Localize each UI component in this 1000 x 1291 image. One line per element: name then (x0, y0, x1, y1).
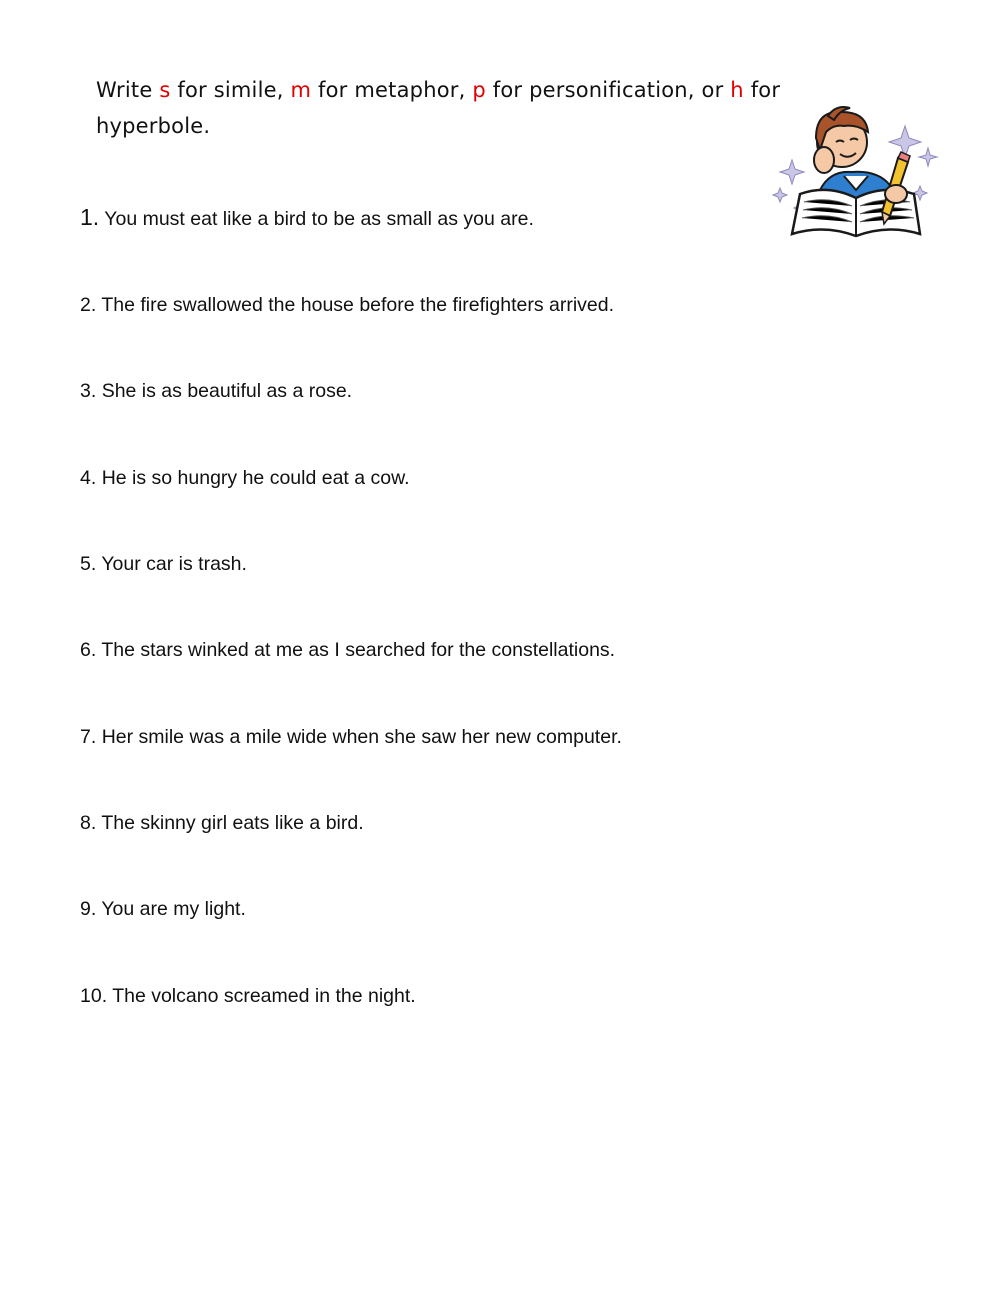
item-number: 1. (80, 204, 100, 230)
instructions-part: for personification, or (485, 78, 731, 102)
list-item (80, 465, 410, 491)
instructions-part: for hyperbole. (96, 78, 781, 138)
item-number: 4. (80, 467, 97, 489)
list-item (80, 378, 352, 404)
item-text: You are my light. (101, 898, 246, 920)
item-text: The skinny girl eats like a bird. (101, 812, 364, 834)
instructions-part: Write (96, 78, 160, 102)
instructions-part: for metaphor, (311, 78, 473, 102)
list-item (80, 292, 614, 318)
key-metaphor: m (290, 78, 312, 102)
list-item (80, 724, 622, 750)
item-text: The stars winked at me as I searched for the constellations. (101, 639, 616, 661)
list-item (80, 637, 615, 663)
item-number: 2. (80, 294, 97, 316)
student-writing-illustration (770, 98, 940, 244)
item-number: 5. (80, 553, 97, 575)
item-text: Her smile was a mile wide when she saw her new computer. (101, 726, 622, 748)
item-text: Your car is trash. (101, 553, 247, 575)
list-item (80, 810, 364, 836)
list-item (80, 983, 416, 1009)
instructions-text (96, 72, 806, 144)
item-text: The fire swallowed the house before the firefighters arrived. (101, 294, 615, 316)
item-number: 9. (80, 898, 97, 920)
item-text: You must eat like a bird to be as small as you are. (104, 208, 534, 230)
key-hyperbole: h (730, 78, 744, 102)
item-number: 6. (80, 639, 97, 661)
list-item (80, 896, 246, 922)
key-simile: s (159, 78, 171, 102)
item-number: 10. (80, 985, 108, 1007)
instructions-part: for simile, (170, 78, 291, 102)
item-text: She is as beautiful as a rose. (101, 380, 353, 402)
key-personification: p (472, 78, 486, 102)
item-text: The volcano screamed in the night. (112, 985, 416, 1007)
item-number: 3. (80, 380, 97, 402)
list-item (80, 204, 534, 232)
item-text: He is so hungry he could eat a cow. (101, 467, 410, 489)
item-number: 7. (80, 726, 97, 748)
item-number: 8. (80, 812, 97, 834)
list-item (80, 551, 247, 577)
